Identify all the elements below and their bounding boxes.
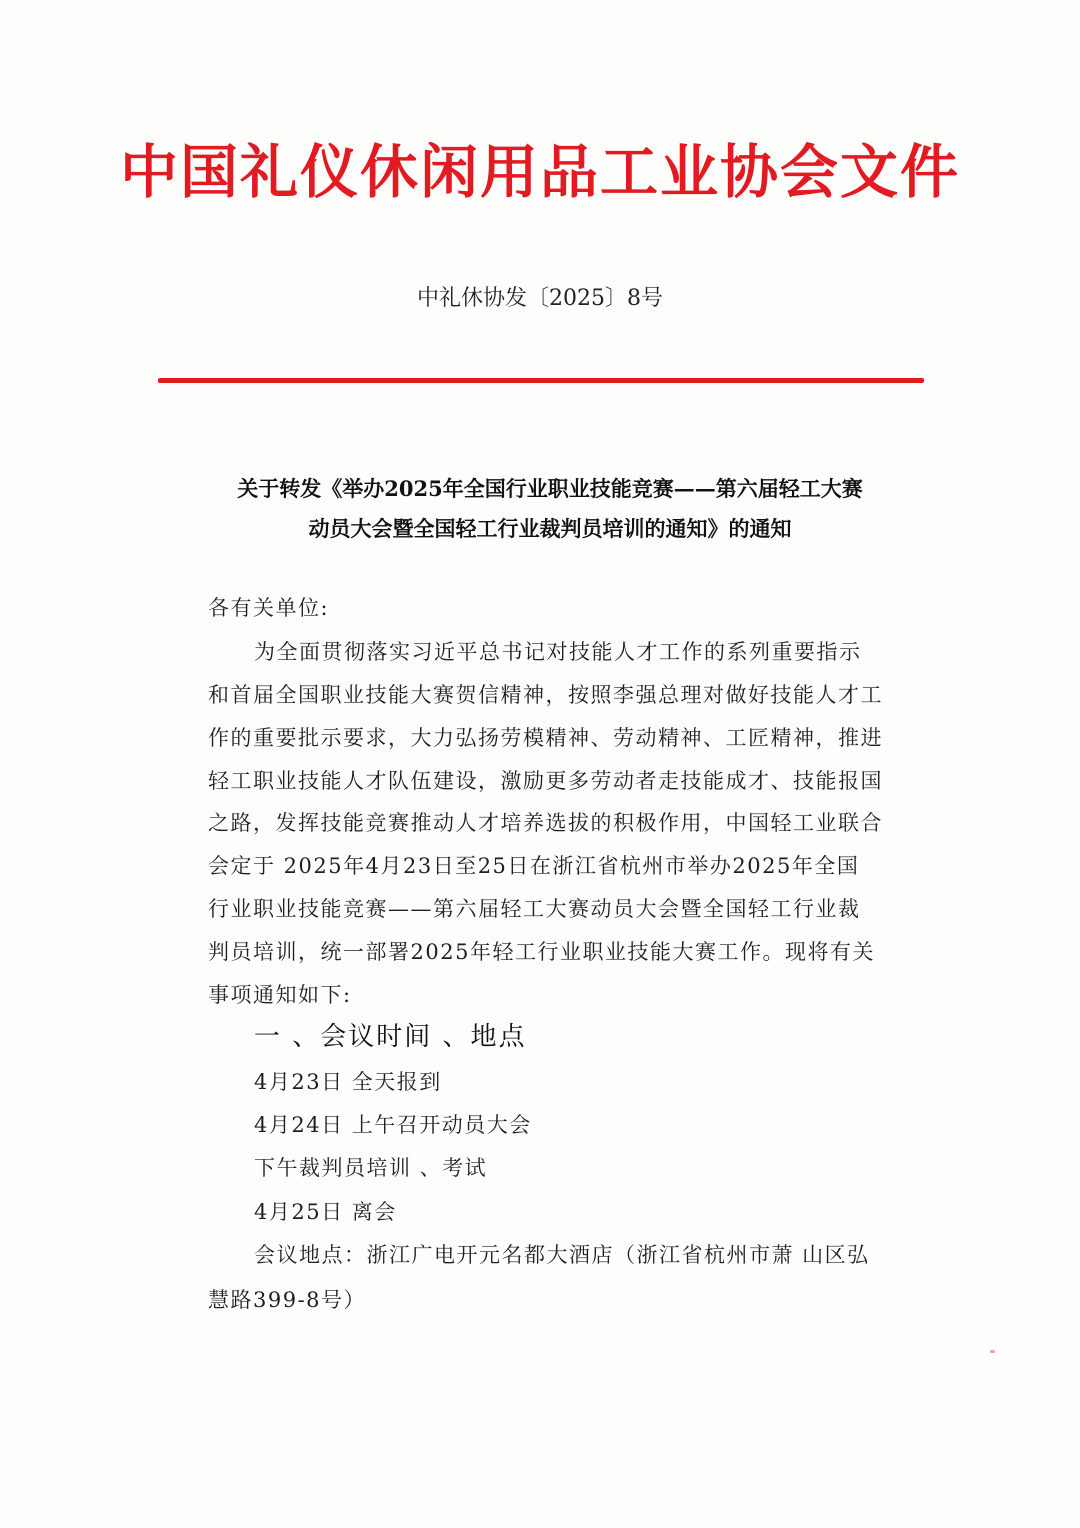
venue-line: 会议地点：浙江广电开元名都大酒店（浙江省杭州市萧 山区弘 — [254, 1243, 870, 1267]
schedule-item: 4月25日 离会 — [254, 1200, 397, 1224]
document-number: 中礼休协发〔2025〕8号 — [417, 286, 663, 311]
organization-title: 中国礼仪休闲用品工业协会文件 — [119, 138, 960, 206]
paragraph-line: 之路，发挥技能竞赛推动人才培养选拔的积极作用，中国轻工业联合 — [208, 811, 883, 835]
paragraph-line: 行业职业技能竞赛——第六届轻工大赛动员大会暨全国轻工行业裁 — [208, 897, 861, 921]
notice-title-line-1: 关于转发《举办2025年全国行业职业技能竞赛——第六届轻工大赛 — [237, 476, 863, 501]
paragraph-line: 会定于 2025年4月23日至25日在浙江省杭州市举办2025年全国 — [208, 854, 860, 878]
salutation: 各有关单位: — [208, 596, 330, 620]
schedule-item: 下午裁判员培训 、考试 — [254, 1156, 488, 1180]
notice-title-line-2: 动员大会暨全国轻工行业裁判员培训的通知》的通知 — [308, 516, 792, 541]
schedule-item: 4月24日 上午召开动员大会 — [254, 1113, 532, 1137]
paragraph-line: 轻工职业技能人才队伍建设，激励更多劳动者走技能成才、技能报国 — [208, 769, 883, 793]
section-heading: 一 、会议时间 、地点 — [254, 1022, 527, 1052]
schedule-item: 4月23日 全天报到 — [254, 1070, 442, 1094]
scan-mark — [990, 1350, 995, 1353]
paragraph-line: 和首届全国职业技能大赛贺信精神，按照李强总理对做好技能人才工 — [208, 683, 883, 707]
red-divider — [158, 378, 924, 383]
paragraph-line: 为全面贯彻落实习近平总书记对技能人才工作的系列重要指示 — [254, 640, 862, 664]
paragraph-line: 事项通知如下: — [208, 983, 352, 1007]
venue-line: 慧路399-8号） — [208, 1288, 367, 1312]
paragraph-line: 判员培训，统一部署2025年轻工行业职业技能大赛工作。现将有关 — [208, 940, 875, 964]
paragraph-line: 作的重要批示要求，大力弘扬劳模精神、劳动精神、工匠精神，推进 — [208, 726, 883, 750]
